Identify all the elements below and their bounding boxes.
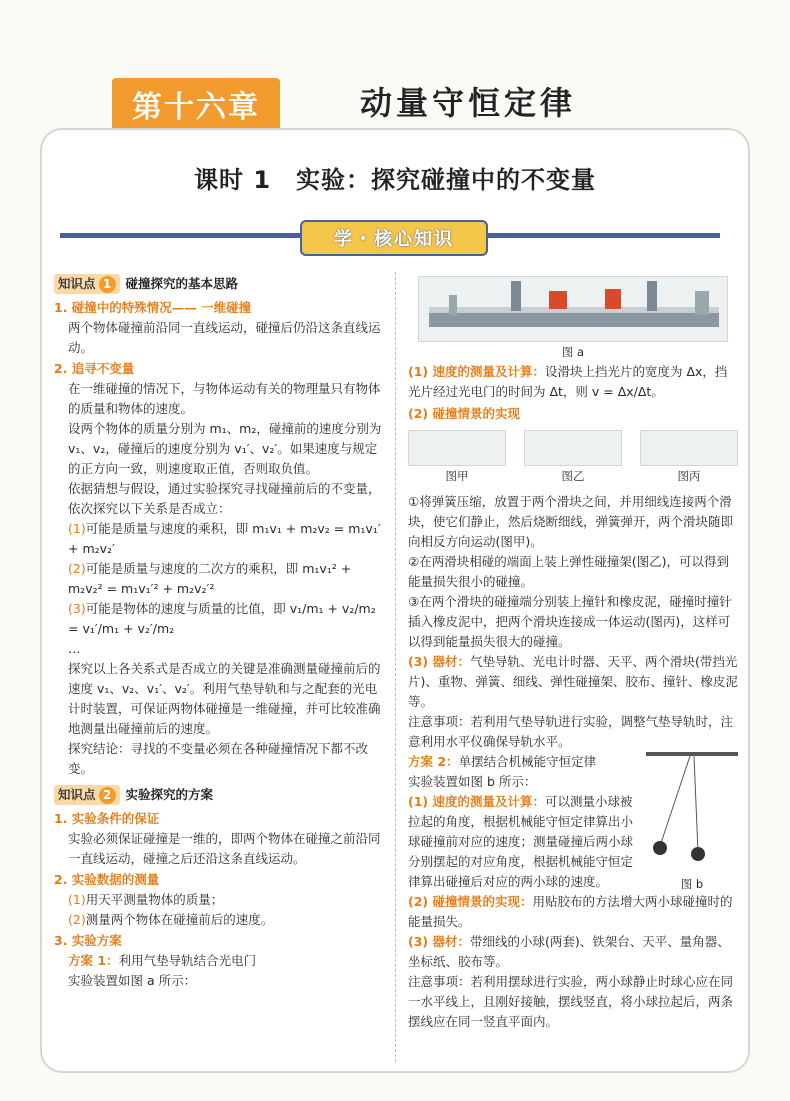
section-heading: 3. 实验方案 xyxy=(54,933,122,948)
figure-jia-caption: 图甲 xyxy=(445,469,469,483)
air-track-illustration xyxy=(419,277,727,341)
figure-yi xyxy=(524,430,622,486)
knowledge-point-number: 2 xyxy=(99,787,116,804)
paragraph: 依据猜想与假设，通过实验探究寻找碰撞前后的不变量，依次探究以下关系是否成立： xyxy=(68,481,381,516)
paragraph: 设两个物体的质量分别为 m₁、m₂，碰撞前的速度分别为 v₁、v₂，碰撞后的速度分别为 v₁′、v₂′。如果速度与规定的正方向一致，则速度取正值，否则取负值。 xyxy=(68,421,382,476)
plan-2-block xyxy=(408,752,738,892)
figure-jia-image xyxy=(408,430,506,466)
figure-jia xyxy=(408,430,506,486)
column-divider xyxy=(395,272,396,1062)
pendulum-velocity: (1) 速度的测量及计算：可以测量小球被拉起的角度，根据机械能守恒定律算出小球碰撞前对应的速度；测量碰撞后两小球分别摆起的对应角度，根据机械能守恒定律算出碰撞后对应的两小球的速度。 xyxy=(408,794,634,889)
knowledge-point-number: 1 xyxy=(99,276,116,293)
paragraph: 实验必须保证碰撞是一维的，即两个物体在碰撞之前沿同一直线运动，碰撞之后还沿这条直线运动。 xyxy=(68,831,381,866)
ellipsis: … xyxy=(68,641,81,656)
section-heading: 1. 实验条件的保证 xyxy=(54,811,160,826)
hypothesis-2: (2)可能是质量与速度的二次方的乘积，即 m₁v₁² + m₂v₂² = m₁v₁′² + m₂v₂′² xyxy=(68,561,352,596)
knowledge-point-2-header xyxy=(54,785,384,805)
mini-figures xyxy=(408,430,738,486)
paragraph: 探究以上各关系式是否成立的关键是准确测量碰撞前后的速度 v₁、v₂、v₁′、v₂′。利用气垫导轨和与之配套的光电计时装置，可保证两物体碰撞是一维碰撞，并可比较准确地测量出碰撞前后的速度。 xyxy=(68,661,381,736)
figure-yi-caption: 图乙 xyxy=(561,469,585,483)
banner-rule-right xyxy=(484,233,720,238)
chapter-badge: 第十六章 xyxy=(112,78,280,130)
figure-bing-caption: 图丙 xyxy=(677,469,701,483)
section-heading: 1. 碰撞中的特殊情况—— 一维碰撞 xyxy=(54,300,252,315)
knowledge-point-title: 实验探究的方案 xyxy=(125,787,214,802)
section-heading: 2. 实验数据的测量 xyxy=(54,872,160,887)
right-column xyxy=(408,272,738,1032)
knowledge-point-tag: 知识点 2 xyxy=(54,785,120,805)
collision-scenario-heading: (2) 碰撞情景的实现 xyxy=(408,406,520,421)
paragraph: 实验装置如图 b 所示： xyxy=(408,774,537,789)
figure-yi-image xyxy=(524,430,622,466)
banner-rule-left xyxy=(60,233,300,238)
equipment-list: (3) 器材：气垫导轨、光电计时器、天平、两个滑块(带挡光片)、重物、弹簧、细线、弹性碰撞架、胶布、撞针、橡皮泥等。 xyxy=(408,654,738,709)
note: 注意事项：若利用气垫导轨进行实验，调整气垫导轨时，注意利用水平仪确保导轨水平。 xyxy=(408,714,734,749)
plan-1: 方案 1：利用气垫导轨结合光电门 xyxy=(68,953,257,968)
paragraph: 在一维碰撞的情况下，与物体运动有关的物理量只有物体的质量和物体的速度。 xyxy=(68,381,381,416)
figure-bing xyxy=(640,430,738,486)
note: 注意事项：若利用摆球进行实验，两小球静止时球心应在同一水平线上，且刚好接触，摆线竖直，将小球拉起后，两条摆线应在同一竖直平面内。 xyxy=(408,974,734,1029)
paragraph: ②在两滑块相碰的端面上装上弹性碰撞架(图乙)，可以得到能量损失很小的碰撞。 xyxy=(408,554,729,589)
list-item: (1)用天平测量物体的质量； xyxy=(68,892,224,907)
figure-a-caption: 图 a xyxy=(561,345,585,359)
pendulum-figure xyxy=(646,752,738,891)
figure-bing-image xyxy=(640,430,738,466)
chapter-title: 动量守恒定律 xyxy=(360,84,577,122)
air-track-figure xyxy=(418,276,728,342)
knowledge-point-1-header xyxy=(54,274,384,294)
knowledge-point-title: 碰撞探究的基本思路 xyxy=(125,276,239,291)
paragraph: ③在两个滑块的碰撞端分别装上撞针和橡皮泥，碰撞时撞针插入橡皮泥中，把两个滑块连接成一体运动(图丙)，这样可以得到能量损失很大的碰撞。 xyxy=(408,594,732,649)
plan-2: 方案 2：单摆结合机械能守恒定律 xyxy=(408,754,597,769)
hypothesis-3: (3)可能是物体的速度与质量的比值，即 v₁/m₁ + v₂/m₂ = v₁′/m₁ + v₂′/m₂ xyxy=(68,601,376,636)
pendulum-illustration xyxy=(646,752,738,868)
pendulum-collision: (2) 碰撞情景的实现：用贴胶布的方法增大两小球碰撞时的能量损失。 xyxy=(408,894,733,929)
section-banner: 学・核心知识 xyxy=(300,220,488,256)
knowledge-point-tag: 知识点 1 xyxy=(54,274,120,294)
hypothesis-1: (1)可能是质量与速度的乘积，即 m₁v₁ + m₂v₂ = m₁v₁′ + m₂v₂′ xyxy=(68,521,381,556)
section-heading: 2. 追寻不变量 xyxy=(54,361,135,376)
paragraph: 探究结论：寻找的不变量必须在各种碰撞情况下都不改变。 xyxy=(68,741,369,776)
velocity-measurement: (1) 速度的测量及计算：设滑块上挡光片的宽度为 Δx，挡光片经过光电门的时间为 Δt，则 v = Δx/Δt。 xyxy=(408,364,728,399)
paragraph: 两个物体碰撞前沿同一直线运动，碰撞后仍沿这条直线运动。 xyxy=(68,320,381,355)
figure-b-caption: 图 b xyxy=(680,877,704,891)
list-item: (2)测量两个物体在碰撞前后的速度。 xyxy=(68,912,274,927)
pendulum-equipment: (3) 器材：带细线的小球(两套)、铁架台、天平、量角器、坐标纸、胶布等。 xyxy=(408,934,730,969)
paragraph: ①将弹簧压缩，放置于两个滑块之间，并用细线连接两个滑块，使它们静止，然后烧断细线，弹簧弹开，两个滑块随即向相反方向运动(图甲)。 xyxy=(408,494,734,549)
left-column xyxy=(54,272,384,991)
lesson-title: 课时 1 实验：探究碰撞中的不变量 xyxy=(193,166,597,194)
paragraph: 实验装置如图 a 所示： xyxy=(68,973,197,988)
